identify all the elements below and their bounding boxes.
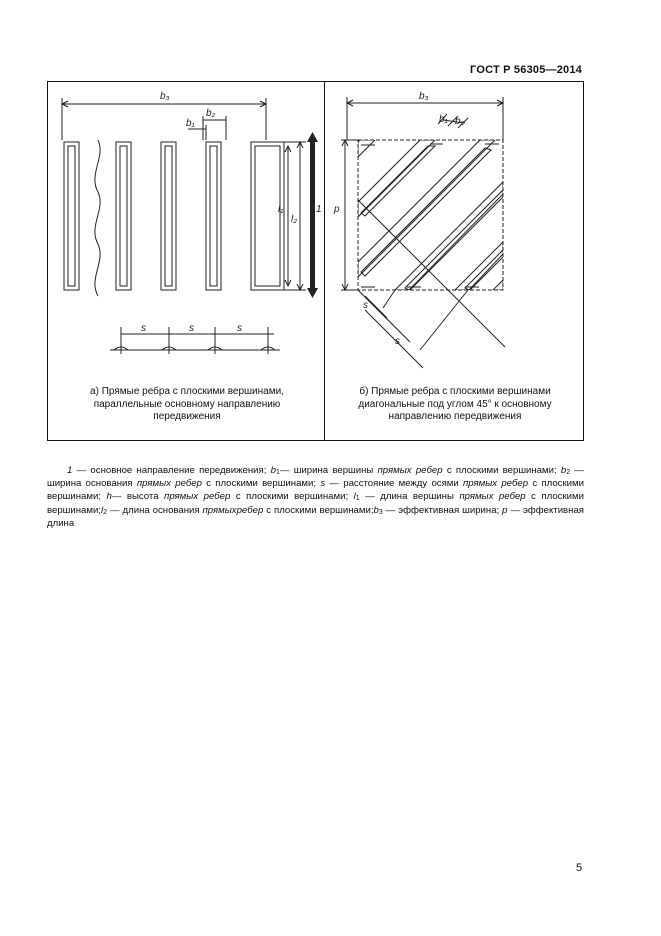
label-b1: b₁ — [439, 114, 448, 125]
label-s-2: s — [189, 323, 194, 334]
label-p: p — [334, 204, 340, 215]
label-b3: b₃ — [160, 91, 170, 102]
label-l1: l₁ — [278, 204, 284, 215]
label-b3: b₃ — [419, 91, 429, 102]
label-direction-1: 1 — [316, 204, 322, 215]
label-s-3: s — [237, 323, 242, 334]
figure-legend: 1 — основное направление передвижения; $b_1—$ ширина вершины прямых ребер с плоскими вершинами; $b_2$ — ширина основания прямых ребер с плоскими вершинами; s — расстояние между осями прямых ребер с плоскими вершинами; h— высота прямых ребер с плоскими вершинами; $l_1$ — длина вершины прямых ребер с плоскими $вершинами;l_2$ — длина основания прямыхребер с плоскими $вершинами;b_3$ — эффективная ширина; p — эффективная длина — [47, 464, 584, 530]
document-code: ГОСТ Р 56305—2014 — [470, 64, 582, 76]
page-number: 5 — [576, 862, 583, 874]
caption-left: а) Прямые ребра с плоскими вершинами, параллельные основному направлению передвижения — [90, 386, 284, 422]
label-b2: b₂ — [206, 108, 216, 119]
label-b2: b₂ — [455, 116, 465, 127]
caption-right: б) Прямые ребра с плоскими вершинами диагональные под углом 45° к основному направлению передвижения — [358, 386, 552, 422]
label-s-long: s — [395, 336, 400, 347]
label-s-short: s — [363, 300, 368, 311]
parallel-ribs-diagram — [48, 82, 324, 382]
label-b1: b₁ — [186, 118, 195, 129]
figure-frame — [47, 81, 584, 441]
label-s-1: s — [141, 323, 146, 334]
diagonal-ribs-diagram — [325, 82, 583, 382]
label-l2: l₂ — [291, 214, 298, 225]
